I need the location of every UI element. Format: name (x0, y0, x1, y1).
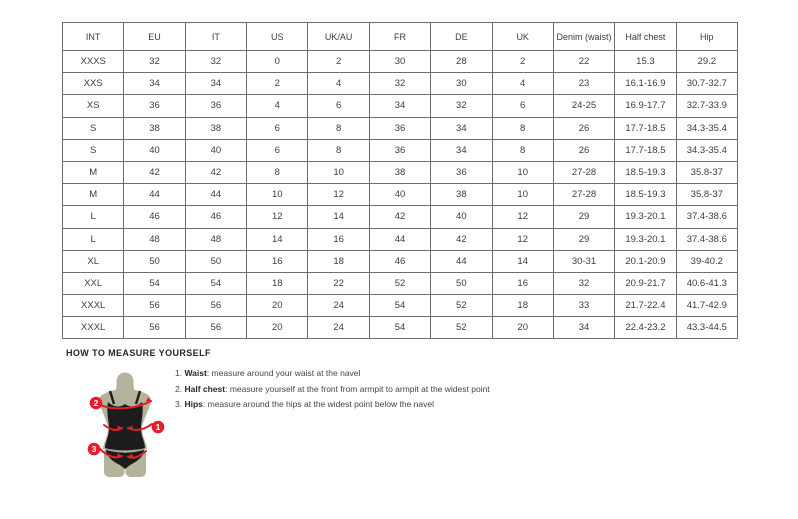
table-cell: 42 (369, 206, 430, 228)
table-cell: 48 (124, 228, 185, 250)
table-cell: 44 (124, 184, 185, 206)
table-cell: 42 (185, 161, 246, 183)
table-cell: 44 (369, 228, 430, 250)
column-header: UK/AU (308, 23, 369, 51)
table-cell: 20.9-21.7 (615, 272, 676, 294)
table-cell: 29.2 (676, 51, 737, 73)
table-row (63, 161, 738, 183)
table-cell: 8 (492, 117, 553, 139)
table-cell: 41.7-42.9 (676, 295, 737, 317)
table-cell: 4 (308, 73, 369, 95)
table-cell: 52 (369, 272, 430, 294)
table-row (63, 206, 738, 228)
column-header: Denim (waist) (553, 23, 614, 51)
table-cell: 50 (185, 250, 246, 272)
measure-point-badge-waist (152, 421, 165, 434)
table-row (63, 51, 738, 73)
table-cell: 32 (124, 51, 185, 73)
table-cell: XXXL (63, 317, 124, 339)
step-label: Half chest (184, 383, 226, 394)
badge-number: 1 (155, 422, 161, 432)
table-cell: 12 (247, 206, 308, 228)
step-label: Waist (184, 368, 207, 378)
table-cell: 35.8-37 (676, 161, 737, 183)
measure-step (175, 369, 490, 378)
table-cell: 40 (431, 206, 492, 228)
table-cell: 46 (185, 206, 246, 228)
table-cell: 54 (369, 295, 430, 317)
step-text: : measure around your waist at the navel (206, 368, 361, 378)
table-cell: 27-28 (553, 184, 614, 206)
table-cell: 27-28 (553, 161, 614, 183)
table-cell: 19.3-20.1 (615, 206, 676, 228)
table-cell: 34 (553, 317, 614, 339)
table-cell: 34 (124, 73, 185, 95)
table-cell: 34 (431, 117, 492, 139)
table-cell: 34 (369, 95, 430, 117)
step-text: : measure yourself at the front from armpit to armpit at the widest point (225, 383, 490, 394)
mannequin-illustration-icon (72, 371, 184, 485)
step-label: Hips (184, 399, 203, 409)
table-cell: 14 (247, 228, 308, 250)
table-cell: 16 (247, 250, 308, 272)
header-row (63, 23, 738, 51)
step-number: 3. (175, 399, 183, 409)
table-cell: 18.5-19.3 (615, 161, 676, 183)
badge-number: 3 (91, 444, 97, 454)
table-cell: 44 (185, 184, 246, 206)
table-cell: 17.7-18.5 (615, 139, 676, 161)
table-cell: 56 (124, 317, 185, 339)
table-cell: L (63, 206, 124, 228)
table-cell: 18 (247, 272, 308, 294)
measure-step (175, 385, 490, 394)
table-cell: 54 (185, 272, 246, 294)
table-cell: 20 (247, 317, 308, 339)
table-cell: 8 (492, 139, 553, 161)
column-header: US (247, 23, 308, 51)
table-cell: 6 (308, 95, 369, 117)
table-cell: XXXS (63, 51, 124, 73)
measure-point-badge-hips (88, 443, 101, 456)
table-cell: 36 (431, 161, 492, 183)
table-cell: 50 (124, 250, 185, 272)
table-cell: 10 (308, 161, 369, 183)
table-cell: 32 (431, 95, 492, 117)
table-cell: 39-40.2 (676, 250, 737, 272)
table-cell: 4 (492, 73, 553, 95)
table-cell: 4 (247, 95, 308, 117)
table-cell: 52 (431, 317, 492, 339)
table-cell: XS (63, 95, 124, 117)
table-cell: 16 (308, 228, 369, 250)
table-cell: 16.1-16.9 (615, 73, 676, 95)
table-cell: 38 (369, 161, 430, 183)
table-cell: 18 (492, 295, 553, 317)
table-cell: 24 (308, 317, 369, 339)
measure-step (175, 400, 490, 409)
table-cell: XXL (63, 272, 124, 294)
column-header: UK (492, 23, 553, 51)
table-cell: 40.6-41.3 (676, 272, 737, 294)
table-cell: 2 (247, 73, 308, 95)
table-cell: 32 (369, 73, 430, 95)
table-cell: 33 (553, 295, 614, 317)
measurement-figure (72, 371, 184, 485)
table-cell: 8 (247, 161, 308, 183)
size-chart-header (63, 23, 738, 51)
size-chart-body (63, 51, 738, 339)
table-cell: 24 (308, 295, 369, 317)
table-cell: 38 (124, 117, 185, 139)
table-row (63, 317, 738, 339)
size-chart-table (62, 22, 738, 339)
table-row (63, 228, 738, 250)
table-cell: 43.3-44.5 (676, 317, 737, 339)
table-cell: 36 (369, 117, 430, 139)
table-cell: 20 (492, 317, 553, 339)
table-cell: 6 (247, 117, 308, 139)
table-cell: S (63, 139, 124, 161)
table-cell: 12 (492, 228, 553, 250)
table-cell: 44 (431, 250, 492, 272)
table-cell: 32 (553, 272, 614, 294)
table-cell: 32.7-33.9 (676, 95, 737, 117)
table-cell: XXS (63, 73, 124, 95)
step-text: : measure around the hips at the widest point below the navel (202, 399, 434, 409)
column-header: INT (63, 23, 124, 51)
table-cell: 10 (492, 184, 553, 206)
table-cell: S (63, 117, 124, 139)
table-cell: 56 (185, 295, 246, 317)
table-cell: 12 (308, 184, 369, 206)
table-cell: 6 (492, 95, 553, 117)
column-header: Hip (676, 23, 737, 51)
table-row (63, 295, 738, 317)
table-cell: 20.1-20.9 (615, 250, 676, 272)
column-header: EU (124, 23, 185, 51)
table-cell: 2 (492, 51, 553, 73)
table-row (63, 250, 738, 272)
table-cell: 16.9-17.7 (615, 95, 676, 117)
table-cell: 38 (185, 117, 246, 139)
table-cell: XL (63, 250, 124, 272)
table-cell: 30.7-32.7 (676, 73, 737, 95)
table-cell: 24-25 (553, 95, 614, 117)
table-cell: 40 (124, 139, 185, 161)
table-cell: M (63, 161, 124, 183)
table-cell: 36 (124, 95, 185, 117)
table-cell: 29 (553, 228, 614, 250)
table-cell: 40 (185, 139, 246, 161)
table-row (63, 117, 738, 139)
table-cell: 10 (247, 184, 308, 206)
table-row (63, 184, 738, 206)
table-cell: 54 (369, 317, 430, 339)
table-cell: 56 (185, 317, 246, 339)
table-cell: 8 (308, 117, 369, 139)
table-cell: 30-31 (553, 250, 614, 272)
table-cell: 23 (553, 73, 614, 95)
table-cell: 15.3 (615, 51, 676, 73)
table-cell: 26 (553, 117, 614, 139)
table-cell: 46 (124, 206, 185, 228)
column-header: IT (185, 23, 246, 51)
table-cell: 22 (308, 272, 369, 294)
column-header: FR (369, 23, 430, 51)
table-cell: 52 (431, 295, 492, 317)
table-cell: 20 (247, 295, 308, 317)
table-cell: 0 (247, 51, 308, 73)
measure-steps (175, 369, 490, 416)
table-cell: 38 (431, 184, 492, 206)
table-cell: 42 (124, 161, 185, 183)
table-cell: 34.3-35.4 (676, 117, 737, 139)
table-row (63, 139, 738, 161)
table-cell: 8 (308, 139, 369, 161)
table-cell: XXXL (63, 295, 124, 317)
table-cell: 35.8-37 (676, 184, 737, 206)
table-cell: 32 (185, 51, 246, 73)
table-cell: 37.4-38.6 (676, 206, 737, 228)
column-header: DE (431, 23, 492, 51)
badge-number: 2 (93, 398, 99, 408)
table-cell: 29 (553, 206, 614, 228)
table-cell: 10 (492, 161, 553, 183)
table-cell: 34.3-35.4 (676, 139, 737, 161)
table-cell: M (63, 184, 124, 206)
table-cell: 42 (431, 228, 492, 250)
table-cell: 26 (553, 139, 614, 161)
table-cell: 30 (369, 51, 430, 73)
table-cell: 16 (492, 272, 553, 294)
table-cell: 36 (369, 139, 430, 161)
table-cell: 17.7-18.5 (615, 117, 676, 139)
measure-point-badge-chest (90, 397, 103, 410)
table-cell: 54 (124, 272, 185, 294)
table-cell: 14 (492, 250, 553, 272)
table-row (63, 73, 738, 95)
table-cell: 6 (247, 139, 308, 161)
table-cell: 22 (553, 51, 614, 73)
table-cell: 50 (431, 272, 492, 294)
table-cell: 36 (185, 95, 246, 117)
step-number: 1. (175, 368, 183, 378)
table-cell: 21.7-22.4 (615, 295, 676, 317)
table-cell: 18 (308, 250, 369, 272)
table-row (63, 95, 738, 117)
step-number: 2. (175, 383, 183, 394)
column-header: Half chest (615, 23, 676, 51)
table-cell: 30 (431, 73, 492, 95)
table-cell: 56 (124, 295, 185, 317)
table-cell: 34 (185, 73, 246, 95)
table-cell: 48 (185, 228, 246, 250)
table-cell: 37.4-38.6 (676, 228, 737, 250)
table-cell: 12 (492, 206, 553, 228)
table-cell: 14 (308, 206, 369, 228)
table-cell: 40 (369, 184, 430, 206)
table-cell: 18.5-19.3 (615, 184, 676, 206)
measure-section-title: HOW TO MEASURE YOURSELF (66, 348, 211, 358)
table-cell: 19.3-20.1 (615, 228, 676, 250)
table-cell: L (63, 228, 124, 250)
table-cell: 46 (369, 250, 430, 272)
table-row (63, 272, 738, 294)
table-cell: 2 (308, 51, 369, 73)
table-cell: 34 (431, 139, 492, 161)
table-cell: 28 (431, 51, 492, 73)
table-cell: 22.4-23.2 (615, 317, 676, 339)
